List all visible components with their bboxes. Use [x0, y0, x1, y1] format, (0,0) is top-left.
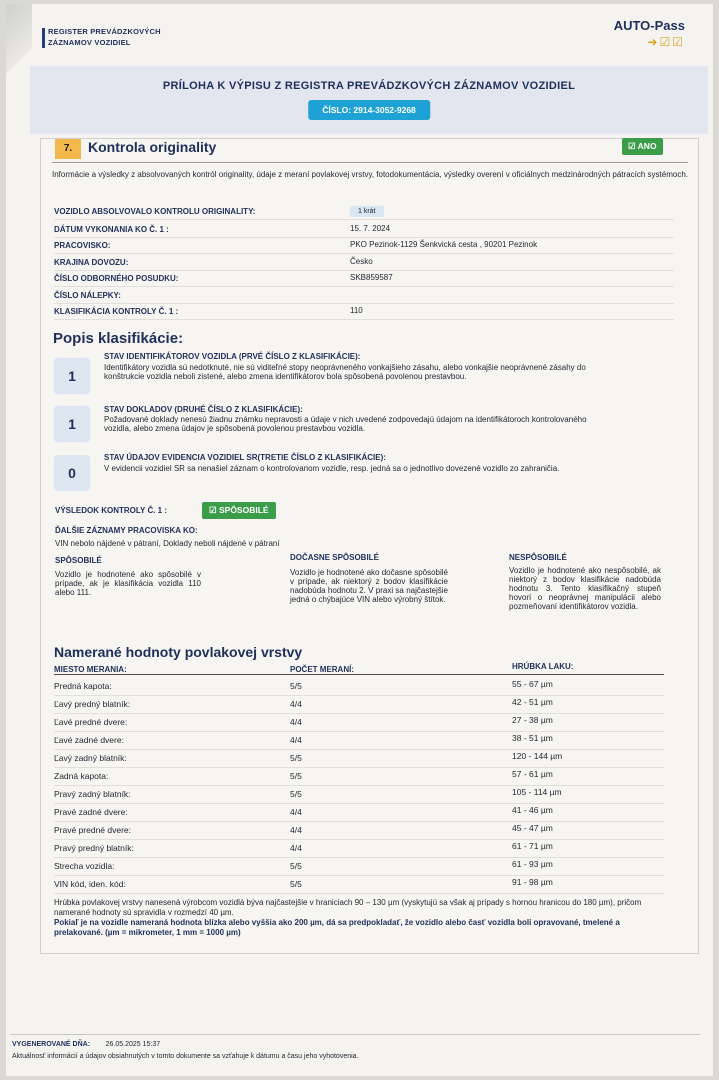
register-line2: ZÁZNAMOV VOZIDIEL: [48, 38, 131, 47]
detail-value: SKB859587: [350, 273, 393, 282]
cell-count: 4/4: [290, 735, 302, 745]
detail-label: PRACOVISKO:: [54, 241, 111, 250]
paint-warning: Pokiaľ je na vozidle nameraná hodnota blízka alebo vyššia ako 200 µm, dá sa predpokladať, že vozidlo alebo časť vozidla boli opravované, tmelené a prelakované. (µm = mikrometer, 1 mm = 1000 µm): [54, 918, 620, 937]
page-fold: [6, 4, 32, 94]
table-row: [54, 749, 664, 768]
detail-label: KRAJINA DOVOZU:: [54, 258, 129, 267]
cell-location: Pravé zadné dvere:: [54, 807, 128, 817]
paint-heading: Namerané hodnoty povlakovej vrstvy: [54, 644, 303, 660]
title-banner: [30, 66, 708, 134]
generated-line: [12, 1041, 160, 1048]
detail-row: [54, 203, 674, 220]
cell-count: 5/5: [290, 789, 302, 799]
classification-digit: 0: [54, 455, 90, 491]
detail-row: [54, 270, 674, 287]
classification-text: Identifikátory vozidla sú nedotknuté, nie sú viditeľné stopy neoprávneného vonkajšieho zásahu, alebo vonkajšie neoprávnené zásahy do konštrukcie vozidla neboli zistené, alebo zmena identifikátorov bola spôsobená povolenou prestavbou.: [104, 363, 586, 381]
cell-location: Zadná kapota:: [54, 771, 109, 781]
cell-count: 5/5: [290, 771, 302, 781]
banner-title: PRÍLOHA K VÝPISU Z REGISTRA PREVÁDZKOVÝCH ZÁZNAMOV VOZIDIEL: [162, 80, 576, 92]
document-number-badge: ČÍSLO: 2914-3052-9268: [308, 100, 430, 120]
cell-count: 5/5: [290, 879, 302, 889]
category-text: Vozidlo je hodnotené ako dočasne spôsobilé v prípade, ak niektorý z bodov klasifikácie nadobúda hodnotu 2. V praxi sa najčastejšie jedná o chýbajúce VIN alebo výrobný štítok.: [290, 568, 448, 604]
table-row: [54, 821, 664, 840]
cell-count: 4/4: [290, 843, 302, 853]
classification-title: STAV IDENTIFIKÁTOROV VOZIDLA (PRVÉ ČÍSLO Z KLASIFIKÁCIE):: [104, 352, 361, 361]
records-heading: ĎALŠIE ZÁZNAMY PRACOVISKA KO:: [55, 526, 198, 535]
paint-note: Hrúbka povlakovej vrstvy nanesená výrobcom vozidlá býva najčastejšie v hraniciach 90 – 130 µm (vyskytujú sa však aj prípady s hornou hranicou do 180 µm), pričom namerané hodnoty sú spravidla v rozmedzí 40 µm.: [54, 898, 642, 917]
records-text: VIN nebolo nájdené v pátraní, Doklady neboli nájdené v pátraní: [55, 539, 280, 548]
cell-count: 5/5: [290, 861, 302, 871]
cell-location: Pravý predný blatník:: [54, 843, 134, 853]
table-row: [54, 803, 664, 822]
cell-count: 5/5: [290, 753, 302, 763]
ano-label: ANO: [637, 141, 657, 151]
classification-text: V evidencii vozidiel SR sa nenašiel záznam o kontrolovanom vozidle, resp. jedná sa o jednotlivo dovezené vozidlo zo zahraničia.: [104, 464, 560, 473]
cell-location: Strecha vozidla:: [54, 861, 115, 871]
section-number: 7.: [55, 139, 81, 159]
cell-location: Ľavé zadné dvere:: [54, 735, 124, 745]
generated-label: VYGENEROVANÉ DŇA:: [12, 1041, 91, 1048]
cell-count: 4/4: [290, 807, 302, 817]
detail-value: 15. 7. 2024: [350, 224, 391, 233]
result-badge: ☑ SPÔSOBILÉ: [202, 502, 276, 519]
table-row: [54, 767, 664, 786]
category-text: Vozidlo je hodnotené ako spôsobilé v prípade, ak je klasifikácia vozidla 110 alebo 111.: [55, 570, 201, 597]
detail-row: [54, 237, 674, 254]
cell-thickness: 38 - 51 µm: [512, 733, 553, 743]
cell-location: Predná kapota:: [54, 681, 112, 691]
cell-location: Ľavé predné dvere:: [54, 717, 128, 727]
cell-thickness: 105 - 114 µm: [512, 787, 562, 797]
detail-label: ČÍSLO NÁLEPKY:: [54, 291, 121, 300]
table-row: [54, 875, 664, 894]
result-label: VÝSLEDOK KONTROLY Č. 1 :: [55, 506, 168, 515]
cell-thickness: 57 - 61 µm: [512, 769, 553, 779]
column-header-location: MIESTO MERANIA:: [54, 665, 127, 674]
brand-name: AUTO-Pass: [613, 18, 685, 33]
detail-row: [54, 303, 674, 320]
detail-label: DÁTUM VYKONANIA KO Č. 1 :: [54, 225, 169, 234]
detail-label: VOZIDLO ABSOLVOVALO KONTROLU ORIGINALITY:: [54, 207, 256, 216]
category-text: Vozidlo je hodnotené ako nespôsobilé, ak niektorý z bodov klasifikácie nadobúda hodnotu 3. Tento klasifikačný stupeň hovorí o neoprávnej manipulácii alebo pozmeňovaní identifikátorov vozidla.: [509, 566, 661, 611]
detail-label: ČÍSLO ODBORNÉHO POSUDKU:: [54, 274, 179, 283]
detail-value: Česko: [350, 257, 373, 266]
cell-thickness: 120 - 144 µm: [512, 751, 563, 761]
brand-logo: [614, 18, 685, 49]
cell-count: 5/5: [290, 681, 302, 691]
cell-thickness: 41 - 46 µm: [512, 805, 553, 815]
cell-count: 4/4: [290, 825, 302, 835]
cell-thickness: 42 - 51 µm: [512, 697, 553, 707]
detail-row: [54, 254, 674, 271]
classification-heading: Popis klasifikácie:: [53, 330, 184, 347]
table-header-rule: [54, 674, 664, 675]
cell-thickness: 55 - 67 µm: [512, 679, 553, 689]
section-title: Kontrola originality: [88, 139, 217, 155]
classification-text: Požadované doklady nenesú žiadnu známku nepravosti a údaje v nich uvedené zodpovedajú údajom na identifikátoroch kontrolovaného vozidla, alebo zmena údajov je spôsobená povolenou prestavbou vozidla.: [104, 415, 587, 433]
section-divider: [52, 162, 688, 163]
cell-thickness: 61 - 93 µm: [512, 859, 553, 869]
cell-location: Ľavý predný blatník:: [54, 699, 131, 709]
classification-title: STAV DOKLADOV (DRUHÉ ČÍSLO Z KLASIFIKÁCIE):: [104, 405, 303, 414]
table-row: [54, 857, 664, 876]
category-title: SPÔSOBILÉ: [55, 556, 102, 565]
table-row: [54, 731, 664, 750]
table-row: [54, 677, 664, 696]
cell-count: 4/4: [290, 717, 302, 727]
detail-value: 110: [350, 306, 363, 315]
cell-thickness: 61 - 71 µm: [512, 841, 553, 851]
logo-bar: [42, 28, 45, 48]
column-header-thickness: HRÚBKA LAKU:: [512, 662, 574, 671]
cell-location: VIN kód, iden. kód:: [54, 879, 126, 889]
detail-label: KLASIFIKÁCIA KONTROLY Č. 1 :: [54, 307, 179, 316]
table-row: [54, 695, 664, 714]
count-chip: 1 krát: [350, 206, 384, 217]
detail-row: [54, 287, 674, 304]
result-badge-label: SPÔSOBILÉ: [218, 505, 269, 515]
detail-row: [54, 221, 674, 238]
cell-location: Ľavý zadný blatník:: [54, 753, 127, 763]
classification-title: STAV ÚDAJOV EVIDENCIA VOZIDIEL SR(TRETIE ČÍSLO Z KLASIFIKÁCIE):: [104, 453, 386, 462]
generated-value: 26.05.2025 15:37: [105, 1041, 161, 1048]
classification-digit: 1: [54, 358, 90, 394]
cell-location: Pravé predné dvere:: [54, 825, 132, 835]
cell-thickness: 45 - 47 µm: [512, 823, 553, 833]
register-line1: REGISTER PREVÁDZKOVÝCH: [48, 27, 161, 36]
cell-count: 4/4: [290, 699, 302, 709]
cell-thickness: 27 - 38 µm: [512, 715, 553, 725]
table-row: [54, 713, 664, 732]
category-title: DOČASNE SPÔSOBILÉ: [290, 553, 379, 562]
detail-value-wrap: [350, 206, 384, 215]
category-title: NESPÔSOBILÉ: [509, 553, 567, 562]
ano-badge: ☑ ANO: [622, 138, 663, 155]
detail-value: PKO Pezinok-1129 Šenkvická cesta , 90201 Pezinok: [350, 240, 538, 249]
cell-thickness: 91 - 98 µm: [512, 877, 553, 887]
column-header-count: POČET MERANÍ:: [290, 665, 354, 674]
brand-check-icon: ➜☑☑: [647, 35, 685, 49]
table-row: [54, 785, 664, 804]
section-intro: Informácie a výsledky z absolvovaných kontról originality, údaje z meraní povlakovej vrstvy, fotodokumentácia, výsledky overení v oficiálnych medzinárodných pátracích systémoch.: [52, 170, 688, 179]
table-row: [54, 839, 664, 858]
footer-divider: [10, 1034, 700, 1035]
register-logo: [48, 26, 161, 48]
disclaimer: Aktuálnosť informácií a údajov obsiahnutých v tomto dokumente sa vzťahuje k dátumu a času jeho vyhotovenia.: [12, 1053, 359, 1060]
classification-digit: 1: [54, 406, 90, 442]
cell-location: Pravý zadný blatník:: [54, 789, 131, 799]
